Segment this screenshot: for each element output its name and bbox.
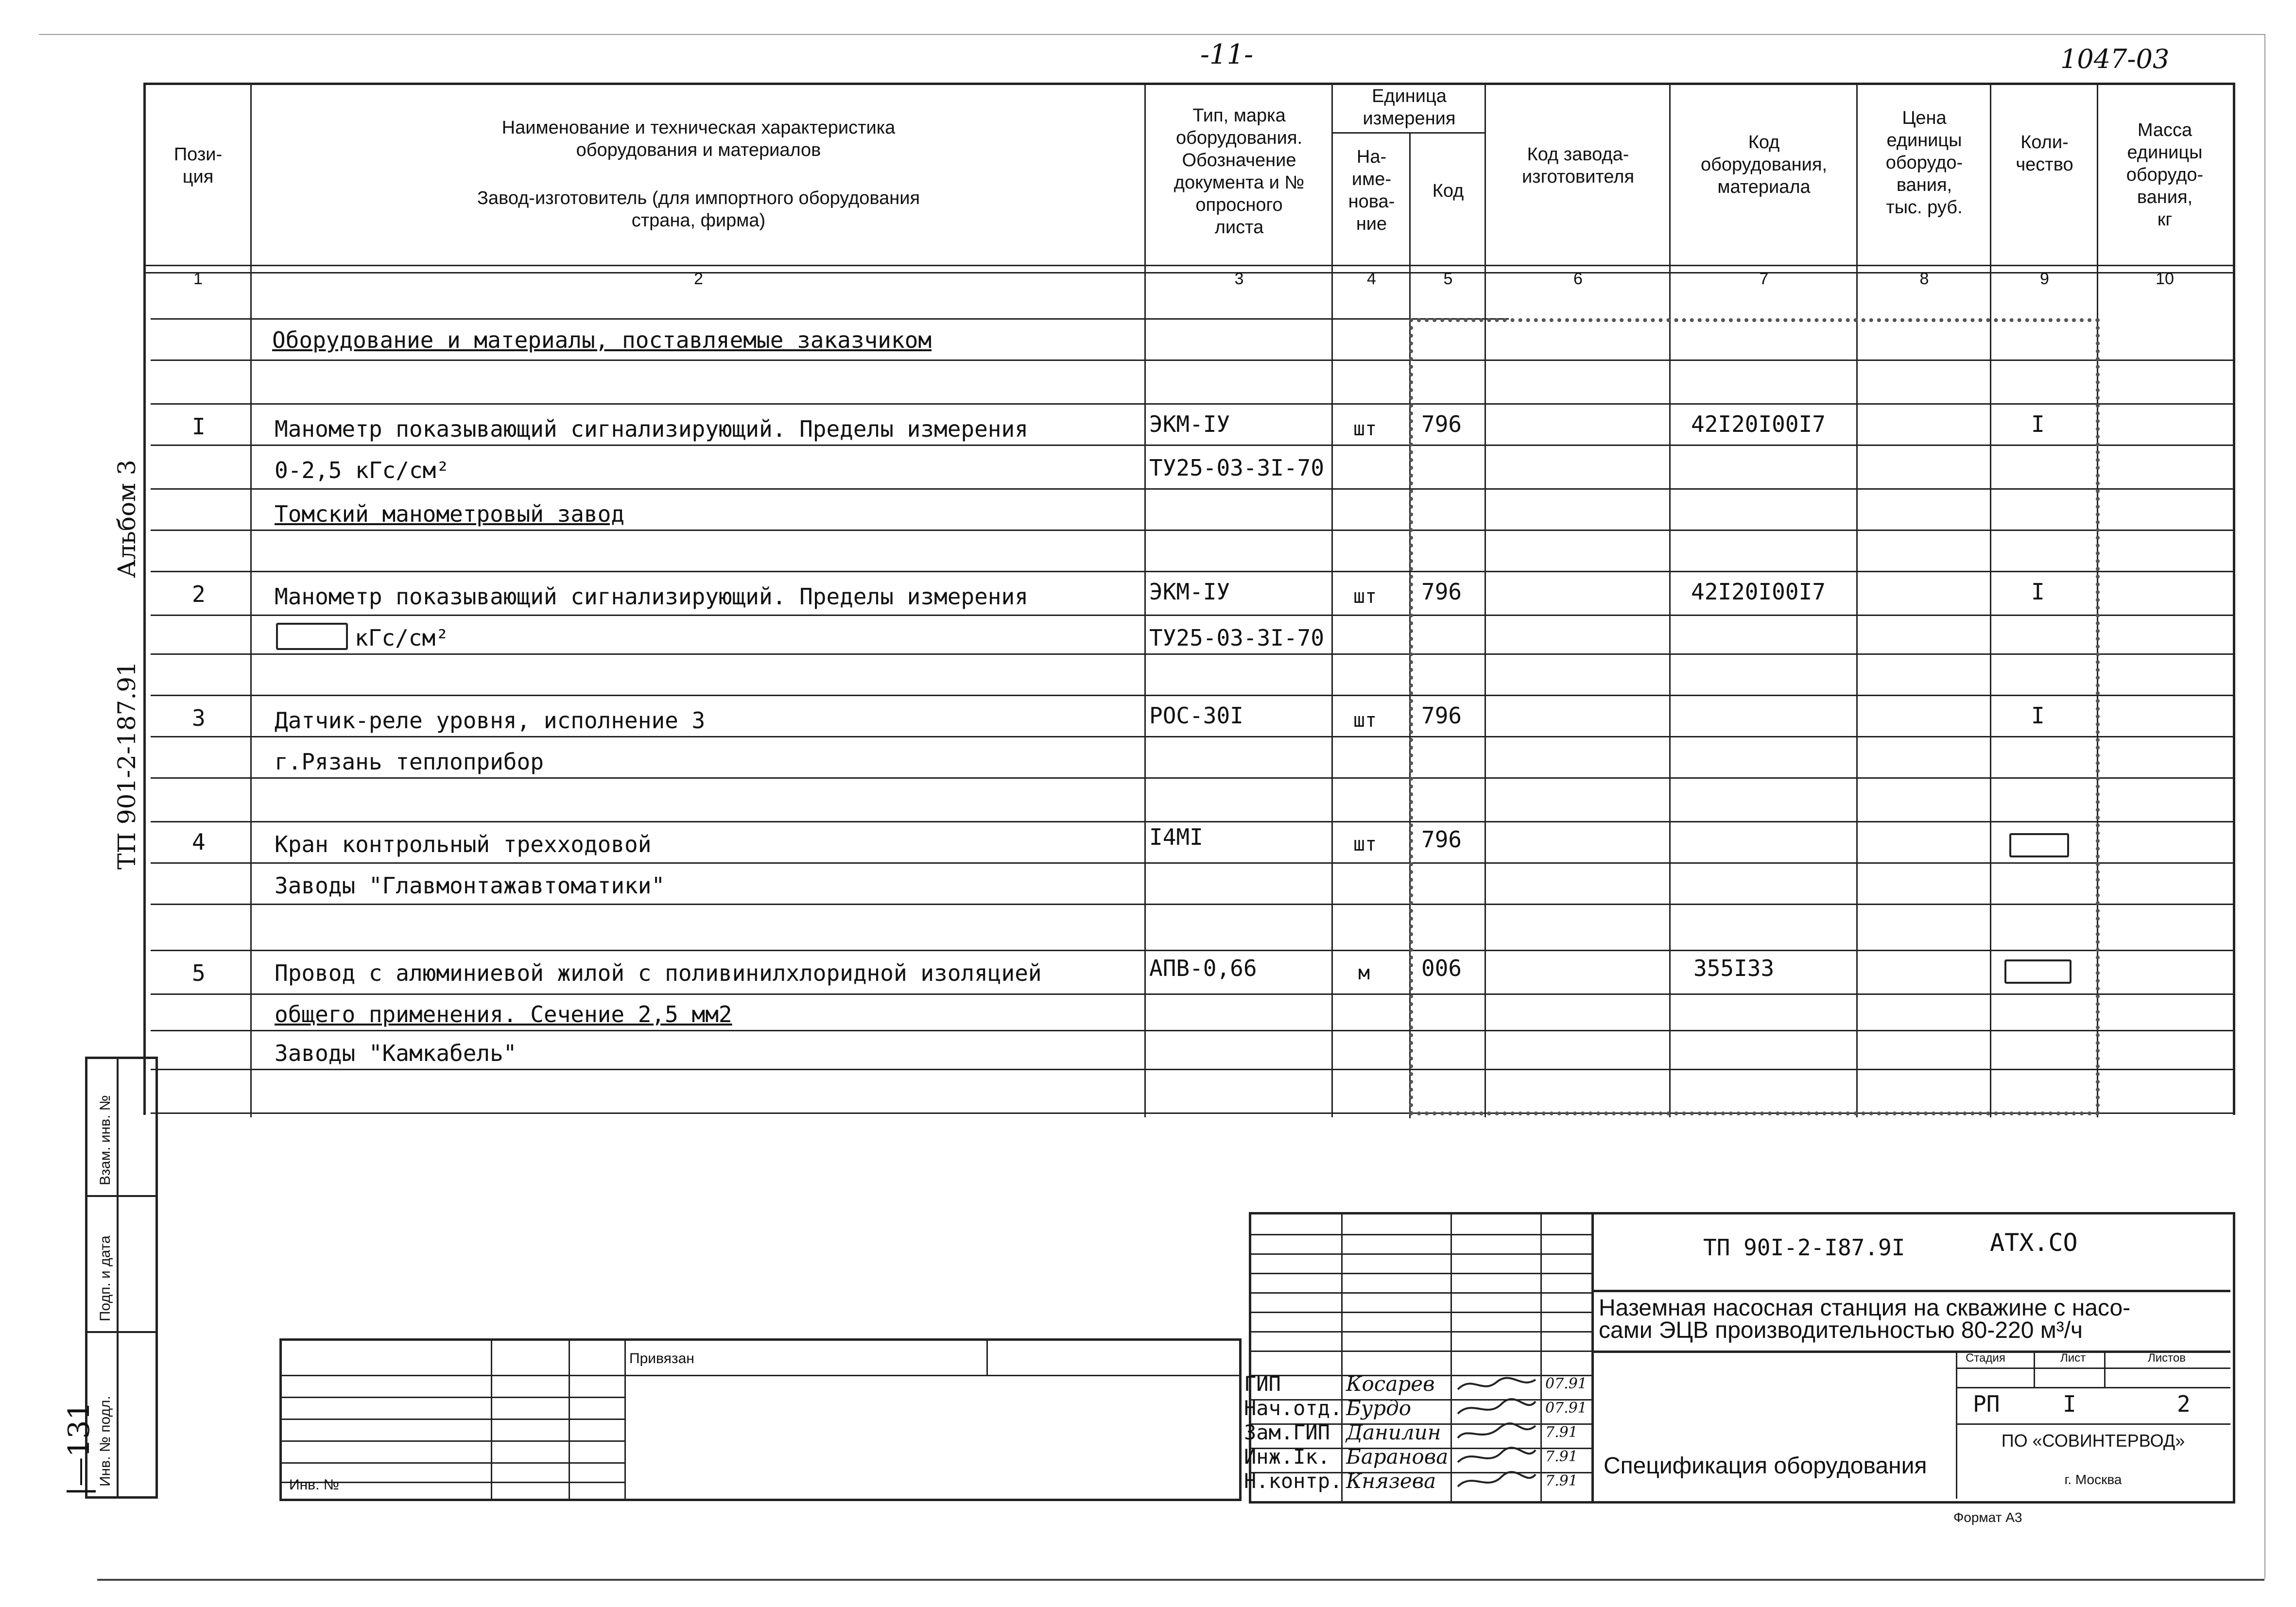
row-1-material-code: 42I20I00I7 bbox=[1691, 411, 1826, 437]
sign-role-2: Нач.отд. bbox=[1244, 1396, 1343, 1420]
sign-role-4: Инж.Iк. bbox=[1244, 1445, 1330, 1469]
header-unit-group: Единица измерения bbox=[1363, 86, 1456, 129]
row-10-unit: м bbox=[1358, 962, 1370, 984]
sign-role-3: Зам.ГИП bbox=[1244, 1420, 1330, 1444]
row-8-code: 796 bbox=[1421, 826, 1462, 853]
row-10-pos: 5 bbox=[192, 960, 206, 986]
format-label: Формат А3 bbox=[1953, 1510, 2022, 1525]
org-city: г. Москва bbox=[2064, 1472, 2122, 1487]
sign-name-3: Данилин bbox=[1346, 1420, 1441, 1444]
sign-date-1: 07.91 bbox=[1545, 1375, 1587, 1392]
sign-date-2: 07.91 bbox=[1545, 1400, 1587, 1417]
side-stamp-label-1: Взам. инв. № bbox=[97, 1095, 113, 1185]
side-project-label: ТП 901-2-187.91 bbox=[113, 661, 141, 870]
row-1-unit: шт bbox=[1353, 418, 1377, 440]
sheet-value: I bbox=[2063, 1391, 2076, 1417]
title-doc-mark: АТХ.СО bbox=[1990, 1229, 2078, 1257]
page-number: -11- bbox=[1200, 39, 1254, 70]
side-inv-number-text: 131 bbox=[62, 1402, 96, 1457]
row-10-material-code: 355I33 bbox=[1693, 955, 1775, 981]
sheets-label: Листов bbox=[2148, 1351, 2186, 1365]
col-num-9: 9 bbox=[2040, 270, 2049, 288]
row-6-name: Датчик-реле уровня, исполнение 3 bbox=[275, 707, 706, 734]
stage-label: Стадия bbox=[1966, 1351, 2005, 1365]
side-inv-number: |—131 bbox=[62, 1402, 96, 1496]
row-9-name: Заводы "Главмонтажавтоматики" bbox=[275, 872, 665, 899]
header-manufacturer: Завод-изготовитель (для импортного оборудования страна, фирма) bbox=[477, 188, 920, 231]
sign-date-4: 7.91 bbox=[1545, 1448, 1578, 1465]
row-1-qty: I bbox=[2031, 411, 2045, 437]
side-stamp-label-2: Подп. и дата bbox=[97, 1235, 113, 1321]
row-6-pos: 3 bbox=[192, 705, 206, 731]
blank-qty-field-2 bbox=[2004, 959, 2072, 984]
row-1-type: ЭКМ-IУ bbox=[1149, 411, 1230, 437]
col-num-5: 5 bbox=[1443, 270, 1453, 288]
row-8-unit: шт bbox=[1353, 833, 1377, 855]
signature-scribbles bbox=[1453, 1370, 1540, 1496]
side-stamp-label-3: Инв. № подл. bbox=[97, 1396, 113, 1487]
row-8-pos: 4 bbox=[192, 829, 206, 855]
row-4-qty: I bbox=[2031, 579, 2045, 605]
sign-date-5: 7.91 bbox=[1545, 1472, 1578, 1489]
header-material-code: Код оборудования, материала bbox=[1700, 132, 1828, 197]
row-4-unit: шт bbox=[1353, 585, 1377, 608]
sign-date-3: 7.91 bbox=[1545, 1424, 1578, 1441]
col-num-10: 10 bbox=[2156, 270, 2174, 288]
col-num-7: 7 bbox=[1759, 270, 1769, 288]
row-3-name: Томский манометровый завод bbox=[275, 501, 625, 527]
col-num-3: 3 bbox=[1234, 270, 1244, 288]
header-mass: Масса единицы оборудо- вания, кг bbox=[2126, 120, 2204, 230]
row-10-name: Провод с алюминиевой жилой с поливинилхлоридной изоляцией bbox=[275, 960, 1042, 986]
privyazan-label: Привязан bbox=[629, 1351, 694, 1367]
header-factory-code: Код завода- изготовителя bbox=[1521, 144, 1635, 187]
section-title: Оборудование и материалы, поставляемые заказчиком bbox=[272, 327, 932, 353]
inv-label: Инв. № bbox=[289, 1477, 339, 1493]
row-1-code: 796 bbox=[1421, 411, 1462, 437]
title-object-line2: сами ЭЦВ производительностью 80-220 м³/ч bbox=[1599, 1317, 2083, 1343]
header-unit-name: На- име- нова- ние bbox=[1348, 147, 1395, 234]
sign-name-5: Князева bbox=[1346, 1469, 1436, 1493]
row-10-code: 006 bbox=[1421, 955, 1462, 981]
row-8-type: I4MI bbox=[1149, 824, 1203, 850]
row-8-name: Кран контрольный трехходовой bbox=[275, 831, 652, 857]
header-price: Цена единицы оборудо- вания, тыс. руб. bbox=[1885, 108, 1963, 218]
row-6-qty: I bbox=[2031, 702, 2045, 729]
row-1-name: Манометр показывающий сигнализирующий. Пределы измерения bbox=[275, 416, 1028, 442]
col-num-4: 4 bbox=[1367, 270, 1376, 288]
row-4-code: 796 bbox=[1421, 579, 1462, 605]
row-7-name: г.Рязань теплоприбор bbox=[275, 749, 544, 775]
blank-qty-field bbox=[2009, 833, 2069, 857]
row-2-name: 0-2,5 кГс/см² bbox=[275, 457, 450, 483]
org-name: ПО «СОВИНТЕРВОД» bbox=[2001, 1431, 2185, 1451]
row-1-pos: I bbox=[192, 413, 206, 440]
col-num-2: 2 bbox=[694, 270, 703, 288]
sign-name-4: Баранова bbox=[1346, 1445, 1449, 1469]
side-album-label: Альбом 3 bbox=[113, 460, 141, 578]
row-4-name: Манометр показывающий сигнализирующий. Пределы измерения bbox=[275, 583, 1028, 610]
row-4-material-code: 42I20I00I7 bbox=[1691, 579, 1826, 605]
header-type: Тип, марка оборудования. Обозначение документа и № опросного листа bbox=[1174, 105, 1305, 238]
row-12-name: Заводы "Камкабель" bbox=[275, 1040, 517, 1066]
title-object-line1: Наземная насосная станция на скважине с насо- bbox=[1599, 1295, 2131, 1321]
row-4-type: ЭКМ-IУ bbox=[1149, 579, 1230, 605]
row-11-name: общего применения. Сечение 2,5 мм2 bbox=[275, 1001, 732, 1027]
row-10-type: АПВ-0,66 bbox=[1149, 955, 1257, 981]
doc-code-top: 1047-03 bbox=[2060, 44, 2170, 74]
sign-name-2: Бурдо bbox=[1346, 1396, 1412, 1420]
row-6-unit: шт bbox=[1353, 709, 1377, 732]
sign-name-1: Косарев bbox=[1346, 1372, 1435, 1396]
row-4-pos: 2 bbox=[192, 581, 206, 607]
row-6-code: 796 bbox=[1421, 702, 1462, 729]
header-quantity: Коли- чество bbox=[2016, 132, 2073, 175]
sign-role-1: ГИП bbox=[1244, 1372, 1281, 1396]
sign-role-5: Н.контр. bbox=[1244, 1469, 1343, 1493]
row-6-type: РОС-30I bbox=[1149, 702, 1243, 729]
blank-range-field bbox=[276, 623, 348, 650]
header-unit-code: Код bbox=[1432, 181, 1464, 201]
header-position: Пози- ция bbox=[173, 144, 223, 187]
stage-value: РП bbox=[1973, 1391, 2000, 1417]
sheets-value: 2 bbox=[2177, 1391, 2191, 1417]
col-num-8: 8 bbox=[1919, 270, 1929, 288]
sheet-label: Лист bbox=[2060, 1351, 2086, 1365]
row-5-name: кГс/см² bbox=[355, 625, 449, 651]
row-2-type: ТУ25-03-3I-70 bbox=[1149, 455, 1325, 481]
title-doc-title: Спецификация оборудования bbox=[1604, 1453, 1927, 1479]
title-project-code: ТП 90I-2-I87.9I bbox=[1703, 1234, 1905, 1261]
header-name: Наименование и техническая характеристика оборудования и материалов bbox=[501, 118, 896, 160]
col-num-6: 6 bbox=[1573, 270, 1583, 288]
col-num-1: 1 bbox=[193, 270, 203, 288]
row-5-type: ТУ25-03-3I-70 bbox=[1149, 625, 1325, 651]
